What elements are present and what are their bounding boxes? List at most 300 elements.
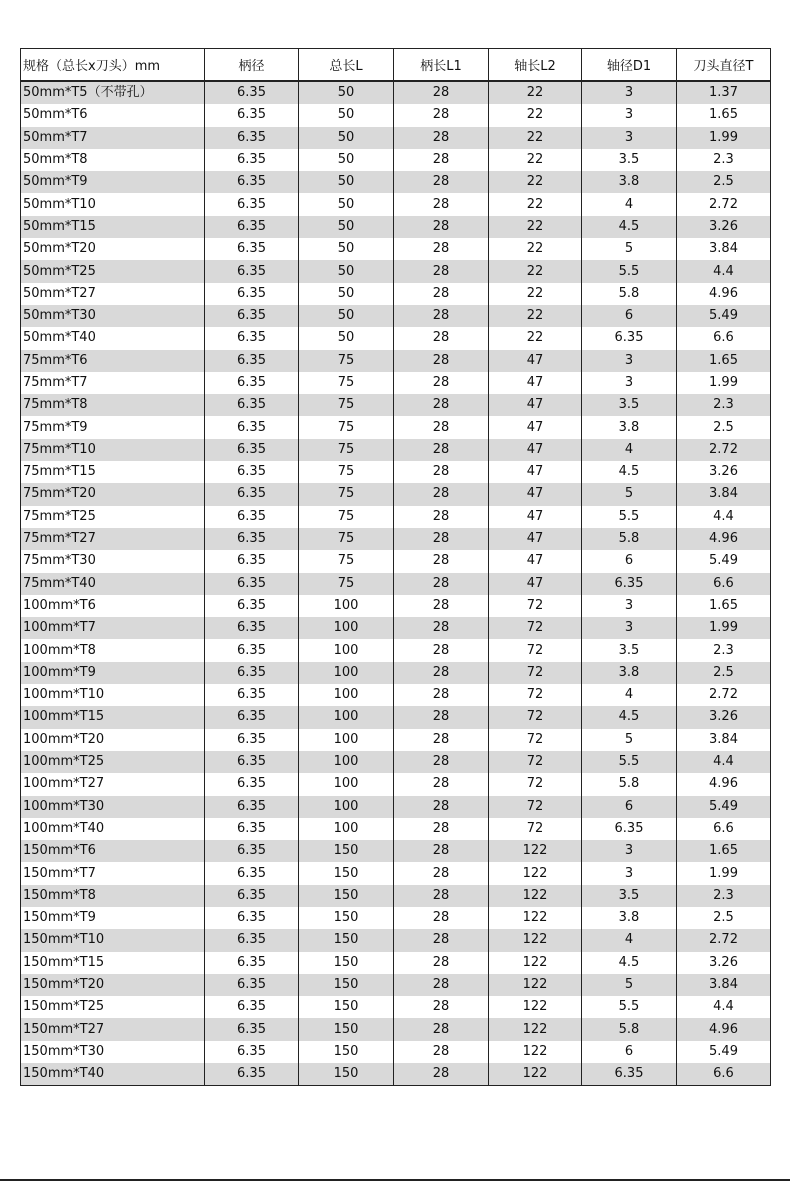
table-row [21,729,771,751]
cell-tip-diameter: 3.26 [677,216,771,238]
cell-shaft-length: 72 [489,751,582,773]
table-row [21,193,771,215]
cell-shaft-diameter: 3.8 [582,416,677,438]
cell-shank-diameter: 6.35 [205,595,299,617]
cell-total-length: 100 [299,662,394,684]
cell-tip-diameter: 5.49 [677,305,771,327]
cell-spec: 100mm*T25 [21,751,205,773]
cell-shank-length: 28 [394,193,489,215]
cell-spec: 75mm*T8 [21,394,205,416]
table-row [21,862,771,884]
cell-spec: 50mm*T5（不带孔） [21,81,205,104]
cell-shank-diameter: 6.35 [205,372,299,394]
cell-shaft-diameter: 3.8 [582,907,677,929]
cell-shank-length: 28 [394,171,489,193]
cell-spec: 100mm*T27 [21,773,205,795]
cell-tip-diameter: 6.6 [677,818,771,840]
cell-spec: 75mm*T30 [21,550,205,572]
cell-total-length: 100 [299,729,394,751]
cell-shank-length: 28 [394,595,489,617]
cell-shank-length: 28 [394,416,489,438]
cell-shank-diameter: 6.35 [205,662,299,684]
cell-shaft-length: 22 [489,193,582,215]
table-row [21,327,771,349]
cell-shaft-diameter: 3.8 [582,662,677,684]
cell-shank-diameter: 6.35 [205,840,299,862]
cell-total-length: 150 [299,840,394,862]
cell-tip-diameter: 1.37 [677,81,771,104]
cell-shank-diameter: 6.35 [205,1063,299,1086]
cell-shank-diameter: 6.35 [205,528,299,550]
cell-shaft-length: 22 [489,305,582,327]
table-row [21,952,771,974]
cell-shaft-diameter: 6 [582,1041,677,1063]
cell-total-length: 75 [299,461,394,483]
cell-shaft-diameter: 5.8 [582,283,677,305]
cell-shank-length: 28 [394,127,489,149]
table-row [21,394,771,416]
cell-shank-length: 28 [394,81,489,104]
header-spec: 规格（总长x刀头）mm [21,49,205,82]
cell-total-length: 75 [299,483,394,505]
table-row [21,773,771,795]
cell-spec: 150mm*T20 [21,974,205,996]
table-row [21,127,771,149]
cell-shaft-length: 72 [489,706,582,728]
cell-shaft-length: 47 [489,528,582,550]
cell-spec: 150mm*T6 [21,840,205,862]
cell-shaft-diameter: 5.5 [582,260,677,282]
table-row [21,104,771,126]
table-row [21,305,771,327]
cell-shaft-length: 72 [489,818,582,840]
cell-spec: 150mm*T25 [21,996,205,1018]
cell-shaft-length: 22 [489,149,582,171]
cell-shank-length: 28 [394,996,489,1018]
cell-total-length: 100 [299,706,394,728]
cell-total-length: 50 [299,260,394,282]
cell-shank-diameter: 6.35 [205,104,299,126]
spec-table [20,48,771,1086]
cell-shank-length: 28 [394,907,489,929]
cell-tip-diameter: 2.3 [677,394,771,416]
table-row [21,372,771,394]
cell-shaft-diameter: 3 [582,81,677,104]
cell-shaft-diameter: 6.35 [582,818,677,840]
cell-tip-diameter: 4.96 [677,1018,771,1040]
cell-total-length: 50 [299,149,394,171]
cell-spec: 75mm*T7 [21,372,205,394]
cell-shank-length: 28 [394,818,489,840]
cell-shank-diameter: 6.35 [205,706,299,728]
cell-total-length: 150 [299,885,394,907]
cell-tip-diameter: 1.65 [677,595,771,617]
cell-spec: 50mm*T15 [21,216,205,238]
cell-spec: 50mm*T8 [21,149,205,171]
cell-shaft-diameter: 6 [582,305,677,327]
cell-shaft-diameter: 6.35 [582,1063,677,1086]
cell-total-length: 50 [299,305,394,327]
cell-total-length: 100 [299,751,394,773]
cell-shank-diameter: 6.35 [205,885,299,907]
cell-shank-diameter: 6.35 [205,573,299,595]
cell-shaft-diameter: 4 [582,439,677,461]
cell-shank-diameter: 6.35 [205,1018,299,1040]
cell-shank-length: 28 [394,929,489,951]
table-header [21,49,771,82]
cell-tip-diameter: 2.72 [677,929,771,951]
table-row [21,260,771,282]
header-shank-diameter: 柄径 [205,49,299,82]
cell-spec: 150mm*T10 [21,929,205,951]
cell-shank-diameter: 6.35 [205,127,299,149]
cell-total-length: 50 [299,193,394,215]
cell-shaft-diameter: 3 [582,617,677,639]
cell-spec: 75mm*T6 [21,350,205,372]
cell-shank-diameter: 6.35 [205,751,299,773]
cell-tip-diameter: 2.5 [677,416,771,438]
cell-spec: 100mm*T6 [21,595,205,617]
cell-shaft-diameter: 5 [582,974,677,996]
cell-shaft-length: 47 [489,550,582,572]
cell-shank-diameter: 6.35 [205,684,299,706]
cell-tip-diameter: 2.72 [677,193,771,215]
cell-shaft-diameter: 4.5 [582,706,677,728]
table-row [21,996,771,1018]
cell-shank-length: 28 [394,974,489,996]
cell-shaft-length: 22 [489,238,582,260]
cell-spec: 150mm*T15 [21,952,205,974]
cell-shank-diameter: 6.35 [205,862,299,884]
cell-shaft-diameter: 5.5 [582,506,677,528]
cell-shaft-length: 22 [489,283,582,305]
cell-tip-diameter: 1.65 [677,840,771,862]
cell-shank-length: 28 [394,238,489,260]
cell-shank-length: 28 [394,796,489,818]
cell-shaft-diameter: 4.5 [582,952,677,974]
cell-shaft-diameter: 4.5 [582,216,677,238]
cell-tip-diameter: 3.84 [677,238,771,260]
cell-spec: 100mm*T8 [21,639,205,661]
cell-tip-diameter: 4.96 [677,773,771,795]
cell-spec: 75mm*T10 [21,439,205,461]
cell-total-length: 150 [299,907,394,929]
cell-tip-diameter: 2.5 [677,171,771,193]
cell-shaft-length: 122 [489,996,582,1018]
cell-shaft-diameter: 3.5 [582,149,677,171]
cell-shaft-length: 22 [489,327,582,349]
cell-shank-diameter: 6.35 [205,238,299,260]
table-row [21,506,771,528]
cell-spec: 75mm*T40 [21,573,205,595]
cell-total-length: 100 [299,684,394,706]
cell-spec: 100mm*T7 [21,617,205,639]
cell-shaft-length: 47 [489,416,582,438]
cell-shaft-length: 122 [489,862,582,884]
table-row [21,617,771,639]
cell-shaft-length: 72 [489,662,582,684]
table-row [21,796,771,818]
cell-tip-diameter: 4.4 [677,506,771,528]
cell-shaft-length: 47 [489,483,582,505]
cell-tip-diameter: 3.26 [677,706,771,728]
cell-shaft-diameter: 5.8 [582,1018,677,1040]
cell-shaft-diameter: 5.8 [582,773,677,795]
cell-spec: 50mm*T40 [21,327,205,349]
cell-shank-diameter: 6.35 [205,818,299,840]
cell-shank-diameter: 6.35 [205,796,299,818]
cell-shank-length: 28 [394,550,489,572]
cell-shank-length: 28 [394,952,489,974]
cell-shank-length: 28 [394,283,489,305]
table-row [21,1063,771,1086]
cell-shank-length: 28 [394,573,489,595]
cell-shank-length: 28 [394,372,489,394]
cell-shaft-diameter: 3.5 [582,394,677,416]
cell-spec: 50mm*T20 [21,238,205,260]
table-row [21,283,771,305]
cell-tip-diameter: 1.99 [677,127,771,149]
cell-shaft-diameter: 3 [582,104,677,126]
cell-total-length: 50 [299,327,394,349]
cell-spec: 100mm*T20 [21,729,205,751]
cell-shaft-length: 47 [489,506,582,528]
cell-shank-diameter: 6.35 [205,729,299,751]
cell-shaft-diameter: 6.35 [582,573,677,595]
cell-total-length: 150 [299,929,394,951]
cell-total-length: 75 [299,573,394,595]
table-row [21,840,771,862]
cell-shank-diameter: 6.35 [205,216,299,238]
cell-shank-diameter: 6.35 [205,550,299,572]
cell-shank-diameter: 6.35 [205,773,299,795]
table-row [21,706,771,728]
cell-shaft-length: 122 [489,952,582,974]
cell-tip-diameter: 1.99 [677,862,771,884]
cell-shaft-length: 72 [489,773,582,795]
cell-shaft-diameter: 3 [582,350,677,372]
cell-shaft-length: 47 [489,394,582,416]
cell-total-length: 100 [299,595,394,617]
cell-total-length: 50 [299,283,394,305]
cell-tip-diameter: 1.99 [677,372,771,394]
cell-spec: 50mm*T25 [21,260,205,282]
cell-shank-diameter: 6.35 [205,483,299,505]
cell-spec: 50mm*T9 [21,171,205,193]
cell-total-length: 100 [299,818,394,840]
cell-shank-diameter: 6.35 [205,974,299,996]
cell-shank-length: 28 [394,149,489,171]
cell-tip-diameter: 4.96 [677,528,771,550]
header-shank-length: 柄长L1 [394,49,489,82]
cell-spec: 150mm*T40 [21,1063,205,1086]
cell-shank-length: 28 [394,617,489,639]
cell-tip-diameter: 4.4 [677,996,771,1018]
table-row [21,550,771,572]
cell-shank-diameter: 6.35 [205,1041,299,1063]
cell-spec: 50mm*T10 [21,193,205,215]
cell-spec: 50mm*T6 [21,104,205,126]
table-row [21,929,771,951]
cell-shaft-diameter: 3 [582,595,677,617]
cell-shank-diameter: 6.35 [205,996,299,1018]
table-row [21,216,771,238]
table-row [21,350,771,372]
cell-tip-diameter: 5.49 [677,796,771,818]
cell-shank-diameter: 6.35 [205,327,299,349]
cell-shaft-length: 47 [489,573,582,595]
cell-tip-diameter: 1.99 [677,617,771,639]
cell-shaft-diameter: 6.35 [582,327,677,349]
table-row [21,818,771,840]
cell-tip-diameter: 2.5 [677,907,771,929]
table-row [21,751,771,773]
header-shaft-diameter: 轴径D1 [582,49,677,82]
cell-shaft-length: 47 [489,439,582,461]
cell-shaft-length: 122 [489,929,582,951]
cell-tip-diameter: 4.4 [677,751,771,773]
table-row [21,528,771,550]
cell-shank-length: 28 [394,216,489,238]
cell-shank-length: 28 [394,350,489,372]
cell-shaft-length: 122 [489,1018,582,1040]
cell-shank-length: 28 [394,751,489,773]
cell-shaft-length: 72 [489,617,582,639]
cell-shank-diameter: 6.35 [205,350,299,372]
cell-shaft-diameter: 3 [582,862,677,884]
cell-shank-length: 28 [394,104,489,126]
cell-spec: 75mm*T27 [21,528,205,550]
cell-shaft-length: 72 [489,595,582,617]
cell-shaft-length: 122 [489,1063,582,1086]
cell-shaft-length: 122 [489,974,582,996]
cell-shaft-diameter: 3.5 [582,639,677,661]
cell-tip-diameter: 6.6 [677,1063,771,1086]
cell-shank-length: 28 [394,394,489,416]
cell-total-length: 75 [299,506,394,528]
cell-tip-diameter: 3.84 [677,729,771,751]
cell-spec: 100mm*T30 [21,796,205,818]
cell-shank-length: 28 [394,773,489,795]
table-body [21,81,771,1086]
table-row [21,483,771,505]
cell-shank-diameter: 6.35 [205,639,299,661]
cell-tip-diameter: 3.84 [677,483,771,505]
cell-shaft-diameter: 3 [582,372,677,394]
cell-tip-diameter: 3.84 [677,974,771,996]
cell-shaft-length: 72 [489,729,582,751]
cell-total-length: 150 [299,974,394,996]
cell-tip-diameter: 3.26 [677,461,771,483]
cell-shaft-length: 22 [489,216,582,238]
cell-tip-diameter: 3.26 [677,952,771,974]
table-row [21,974,771,996]
header-total-length: 总长L [299,49,394,82]
cell-shaft-diameter: 5.5 [582,751,677,773]
cell-total-length: 150 [299,1063,394,1086]
cell-shank-length: 28 [394,461,489,483]
cell-total-length: 150 [299,862,394,884]
cell-total-length: 75 [299,528,394,550]
cell-spec: 150mm*T30 [21,1041,205,1063]
cell-total-length: 150 [299,996,394,1018]
cell-shaft-diameter: 3.5 [582,885,677,907]
cell-total-length: 100 [299,639,394,661]
cell-shank-diameter: 6.35 [205,260,299,282]
cell-shaft-length: 22 [489,81,582,104]
cell-total-length: 75 [299,550,394,572]
cell-shank-length: 28 [394,305,489,327]
cell-shaft-diameter: 5 [582,238,677,260]
cell-shaft-length: 22 [489,127,582,149]
cell-shank-length: 28 [394,729,489,751]
cell-tip-diameter: 2.3 [677,885,771,907]
table-row [21,416,771,438]
cell-shank-diameter: 6.35 [205,283,299,305]
cell-shaft-length: 47 [489,461,582,483]
cell-spec: 75mm*T15 [21,461,205,483]
cell-spec: 50mm*T30 [21,305,205,327]
cell-shank-diameter: 6.35 [205,506,299,528]
cell-total-length: 75 [299,439,394,461]
cell-shank-length: 28 [394,327,489,349]
table-row [21,461,771,483]
cell-tip-diameter: 1.65 [677,104,771,126]
cell-shank-diameter: 6.35 [205,416,299,438]
table-row [21,595,771,617]
cell-spec: 100mm*T10 [21,684,205,706]
cell-shank-length: 28 [394,528,489,550]
cell-shaft-diameter: 5.8 [582,528,677,550]
cell-shaft-diameter: 3 [582,840,677,862]
cell-shank-diameter: 6.35 [205,907,299,929]
cell-shaft-length: 22 [489,104,582,126]
cell-shank-diameter: 6.35 [205,439,299,461]
cell-tip-diameter: 5.49 [677,1041,771,1063]
cell-tip-diameter: 5.49 [677,550,771,572]
cell-total-length: 150 [299,1041,394,1063]
cell-shaft-diameter: 4.5 [582,461,677,483]
cell-shaft-diameter: 4 [582,684,677,706]
cell-total-length: 50 [299,81,394,104]
table-row [21,1018,771,1040]
cell-shank-length: 28 [394,439,489,461]
cell-total-length: 75 [299,394,394,416]
table-row [21,1041,771,1063]
cell-total-length: 100 [299,773,394,795]
cell-total-length: 50 [299,238,394,260]
cell-shank-diameter: 6.35 [205,617,299,639]
cell-tip-diameter: 2.3 [677,149,771,171]
cell-spec: 100mm*T15 [21,706,205,728]
cell-spec: 100mm*T9 [21,662,205,684]
cell-spec: 50mm*T27 [21,283,205,305]
cell-shank-diameter: 6.35 [205,305,299,327]
cell-shank-diameter: 6.35 [205,171,299,193]
cell-total-length: 150 [299,952,394,974]
cell-spec: 75mm*T9 [21,416,205,438]
cell-total-length: 50 [299,127,394,149]
header-tip-diameter: 刀头直径T [677,49,771,82]
cell-shaft-length: 47 [489,350,582,372]
cell-total-length: 75 [299,350,394,372]
cell-tip-diameter: 4.4 [677,260,771,282]
table-row [21,639,771,661]
cell-tip-diameter: 2.3 [677,639,771,661]
cell-spec: 75mm*T20 [21,483,205,505]
cell-shank-diameter: 6.35 [205,81,299,104]
cell-shaft-length: 122 [489,1041,582,1063]
